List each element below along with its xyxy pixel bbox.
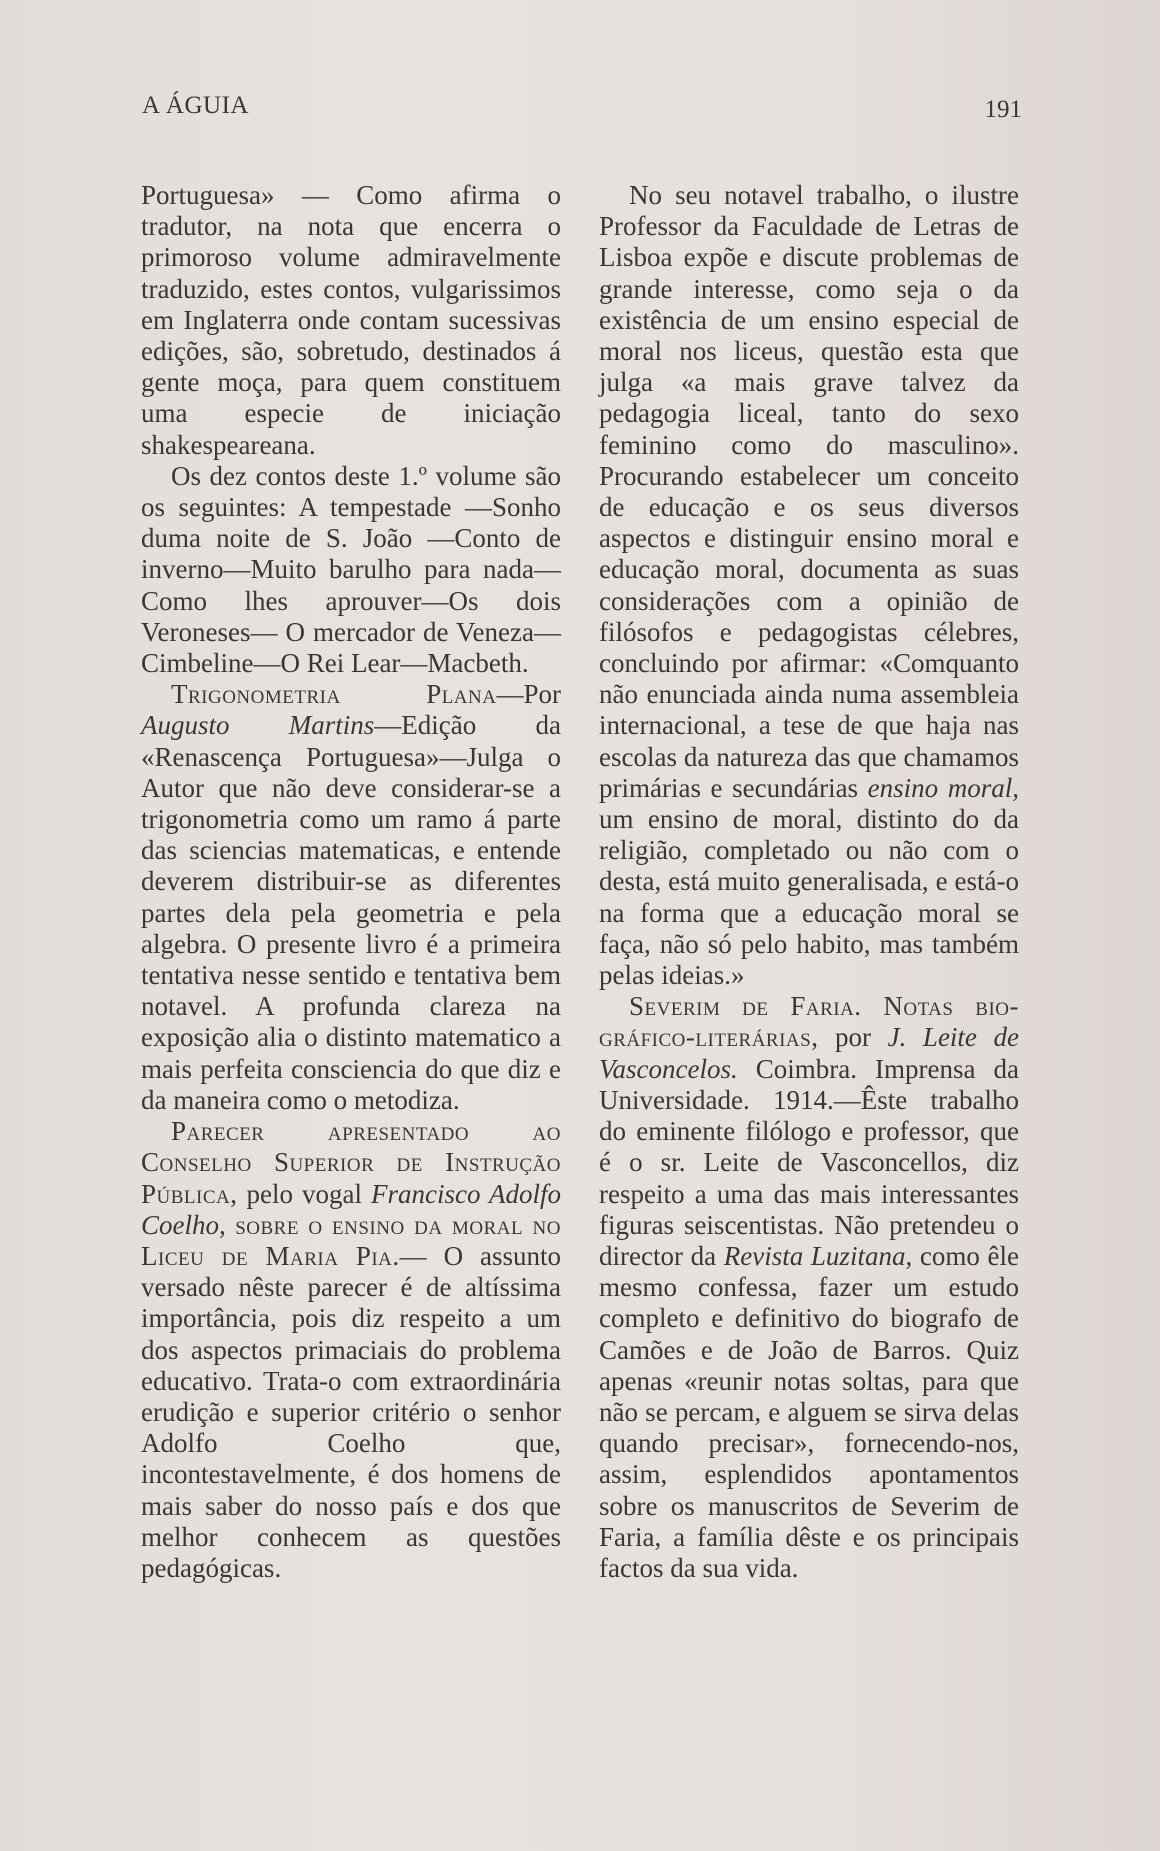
- journal-revista-luzitana: Revista Luzitana,: [723, 1240, 913, 1271]
- paragraph-parecer-continued: [599, 180, 1019, 991]
- author-leite-de-vasconcelos: J. Leite de Vasconcelos.: [599, 1022, 1019, 1084]
- byline: por: [818, 1022, 888, 1053]
- paragraph-parecer: [141, 1116, 561, 1584]
- book-title-severim: Severim de Faria. Notas bio-gráfico-literárias,: [599, 991, 1019, 1053]
- book-title-trigonometria: Trigonometria Plana: [171, 679, 497, 710]
- review-text-parecer: — O assunto versado nêste parecer é de altíssima importância, pois diz respeito a um dos aspectos primaciais do problema educativo. Trata-o com extraordinária erudição e superior critério o senhor Adolfo Coelho que, incontestavelmente, é dos homens de mais saber do nosso país e dos que melhor conhecem as questões pedagógicas.: [141, 1240, 562, 1583]
- author-augusto-martins: Augusto Martins: [141, 710, 375, 741]
- page-number: 191: [984, 96, 1022, 123]
- review-text-b: um ensino de moral, distinto do da religião, completado ou não com o desta, está muito generalisada, e está-o na forma que a educação moral se faça, não só pelo habito, mas também pelas ideias.»: [599, 804, 1019, 991]
- byline: pelo vogal: [237, 1178, 371, 1209]
- review-text-severim-b: como êle mesmo confessa, fazer um estudo completo e definitivo do biografo de Camões e de João de Barros. Quiz apenas «reunir notas soltas, para que não se percam, e alguem se sirva delas quando precisar», fornecendo-nos, assim, esplendidos apontamentos sobre os manuscritos de Severim de Faria, a família dêste e os principais factos da sua vida.: [599, 1240, 1019, 1583]
- paragraph-trigonometria: [141, 679, 561, 1116]
- review-text-trigonometria: —Edição da «Renascença Portuguesa»—Julga o Autor que não deve considerar-se a trigonometria como um ramo á parte das sciencias matematicas, e entende deverem distribuir-se as diferentes partes dela pela geometria e pela algebra. O presente livro é a primeira tentativa nesse sentido e tentativa bem notavel. A profunda clareza na exposição alia o distinto matematico a mais perfeita consciencia do que diz e da maneira como o metodiza.: [141, 710, 561, 1115]
- book-subtitle-parecer: sobre o ensino da moral no Liceu de Maria Pia.: [141, 1209, 561, 1271]
- byline: —Por: [496, 679, 561, 710]
- review-text-severim-a: Coimbra. Imprensa da Universidade. 1914.—Êste trabalho do eminente filólogo e professor, que é o sr. Leite de Vasconcellos, diz respeito a uma das mais interessantes figuras seiscentistas. Não pretendeu o director da: [599, 1053, 1019, 1271]
- author-francisco-adolfo-coelho: Francisco Adolfo Coelho,: [141, 1178, 561, 1240]
- paragraph-shakespeare-tales: Portuguesa» — Como afirma o tradutor, na nota que encerra o primoroso volume admiravelmente traduzido, estes contos, vulgarissimos em Inglaterra onde contam sucessivas edições, são, sobretudo, destinados á gente moça, para quem constituem uma especie de iniciação shakespeareana.: [141, 180, 561, 460]
- review-text-a: No seu notavel trabalho, o ilustre Professor da Faculdade de Letras de Lisboa expõe e discute problemas de grande interesse, como seja o da existência de um ensino especial de moral nos liceus, questão esta que julga «a mais grave talvez da pedagogia liceal, tanto do sexo feminino como do masculino». Procurando estabelecer um conceito de educação e os seus diversos aspectos e distinguir ensino moral e educação moral, documenta as suas considerações com a opinião de filósofos e pedagogistas célebres, concluindo por afirmar: «Comquanto não enunciada ainda numa assembleia internacional, a tese de que haja nas escolas da natureza das que chamamos primárias e secundárias: [599, 180, 1019, 803]
- book-title-parecer: Parecer apresentado ao Conselho Superior de Instrução Pública,: [141, 1116, 561, 1209]
- running-title: A ÁGUIA: [142, 92, 249, 119]
- paragraph-tales-list: Os dez contos deste 1.º volume são os seguintes: A tempestade —Sonho duma noite de S. João —Conto de inverno—Muito barulho para nada—Como lhes aprouver—Os dois Veroneses— O mercador de Veneza—Cimbeline—O Rei Lear—Macbeth.: [141, 460, 561, 679]
- paragraph-severim-de-faria: [599, 991, 1019, 1584]
- emphasis-ensino-moral: ensino moral,: [867, 772, 1020, 803]
- left-column: [141, 180, 561, 1584]
- right-column: [599, 180, 1019, 1584]
